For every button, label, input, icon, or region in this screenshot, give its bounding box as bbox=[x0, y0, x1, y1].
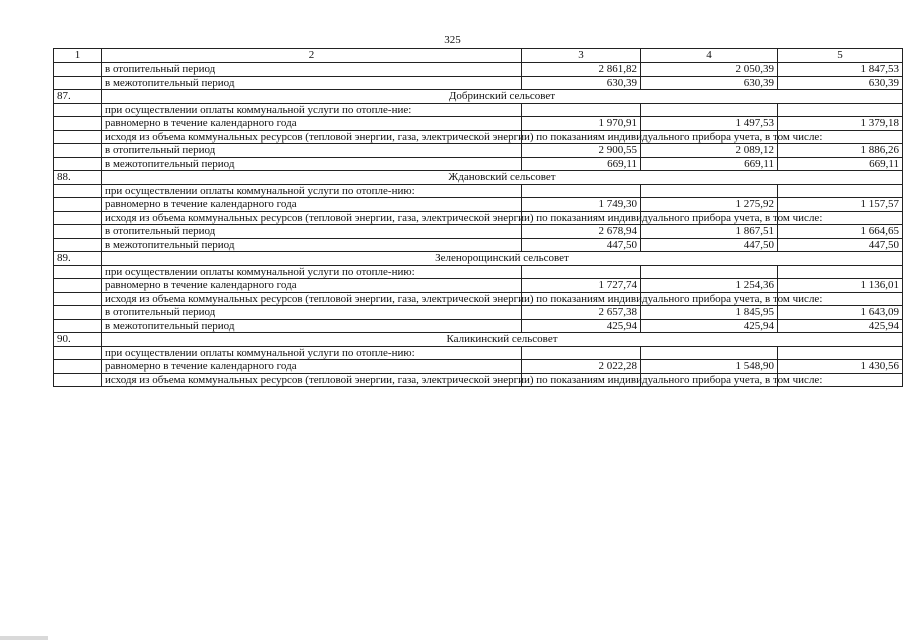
index-cell bbox=[54, 103, 102, 117]
value-col-3: 1 749,30 bbox=[522, 198, 641, 212]
value-col-3: 2 678,94 bbox=[522, 225, 641, 239]
scan-edge-mark bbox=[0, 636, 48, 640]
value-col-3: 2 861,82 bbox=[522, 63, 641, 77]
header-col-2: 2 bbox=[102, 49, 522, 63]
value-col-5: 1 664,65 bbox=[778, 225, 903, 239]
payment-method-text: при осуществлении оплаты коммунальной услуги по отопле-ние: bbox=[102, 103, 522, 117]
section-header-row bbox=[54, 171, 903, 185]
header-col-4: 4 bbox=[641, 49, 778, 63]
index-cell bbox=[54, 198, 102, 212]
payment-method-text: при осуществлении оплаты коммунальной услуги по отопле-нию: bbox=[102, 265, 522, 279]
index-cell bbox=[54, 319, 102, 333]
value-col-5 bbox=[778, 346, 903, 360]
section-name: Каликинский сельсовет bbox=[102, 333, 903, 347]
value-col-5: 669,11 bbox=[778, 157, 903, 171]
value-col-4: 1 254,36 bbox=[641, 279, 778, 293]
table-row bbox=[54, 157, 903, 171]
table-row bbox=[54, 265, 903, 279]
value-col-5: 1 379,18 bbox=[778, 117, 903, 131]
row-label: равномерно в течение календарного года bbox=[102, 198, 522, 212]
section-name: Зеленорощинский сельсовет bbox=[102, 252, 903, 266]
index-cell bbox=[54, 184, 102, 198]
row-label: в отопительный период bbox=[102, 63, 522, 77]
value-col-5: 1 136,01 bbox=[778, 279, 903, 293]
value-col-5 bbox=[778, 103, 903, 117]
value-col-3: 1 727,74 bbox=[522, 279, 641, 293]
row-label: равномерно в течение календарного года bbox=[102, 117, 522, 131]
index-cell bbox=[54, 130, 102, 144]
index-cell bbox=[54, 265, 102, 279]
section-index: 89. bbox=[54, 252, 102, 266]
value-col-4: 669,11 bbox=[641, 157, 778, 171]
row-label: в отопительный период bbox=[102, 144, 522, 158]
value-col-4: 2 050,39 bbox=[641, 63, 778, 77]
index-cell bbox=[54, 360, 102, 374]
value-col-5: 447,50 bbox=[778, 238, 903, 252]
value-col-4 bbox=[641, 103, 778, 117]
value-col-3: 669,11 bbox=[522, 157, 641, 171]
value-col-5: 425,94 bbox=[778, 319, 903, 333]
table-row bbox=[54, 76, 903, 90]
value-col-3: 425,94 bbox=[522, 319, 641, 333]
table-row bbox=[54, 211, 903, 225]
index-cell bbox=[54, 157, 102, 171]
index-cell bbox=[54, 211, 102, 225]
value-col-3 bbox=[522, 346, 641, 360]
table-row bbox=[54, 238, 903, 252]
table-row bbox=[54, 144, 903, 158]
page-number: 325 bbox=[444, 34, 461, 46]
index-cell bbox=[54, 225, 102, 239]
value-col-4: 1 275,92 bbox=[641, 198, 778, 212]
row-label: равномерно в течение календарного года bbox=[102, 279, 522, 293]
value-col-4: 1 845,95 bbox=[641, 306, 778, 320]
index-cell bbox=[54, 117, 102, 131]
row-label: в межотопительный период bbox=[102, 319, 522, 333]
value-col-4: 425,94 bbox=[641, 319, 778, 333]
header-col-1: 1 bbox=[54, 49, 102, 63]
row-label: в межотопительный период bbox=[102, 157, 522, 171]
table-body bbox=[54, 49, 903, 387]
value-col-5: 1 847,53 bbox=[778, 63, 903, 77]
value-col-3 bbox=[522, 265, 641, 279]
section-index: 88. bbox=[54, 171, 102, 185]
meter-basis-text: исходя из объема коммунальных ресурсов (тепловой энергии, газа, электрической энергии) по показаниям индивидуального прибора учета, в том числе: bbox=[102, 292, 522, 306]
table-row bbox=[54, 306, 903, 320]
value-col-5: 1 643,09 bbox=[778, 306, 903, 320]
value-col-5: 630,39 bbox=[778, 76, 903, 90]
value-col-3: 2 657,38 bbox=[522, 306, 641, 320]
row-label: равномерно в течение календарного года bbox=[102, 360, 522, 374]
value-col-3: 2 900,55 bbox=[522, 144, 641, 158]
payment-method-text: при осуществлении оплаты коммунальной услуги по отопле-нию: bbox=[102, 184, 522, 198]
section-index: 90. bbox=[54, 333, 102, 347]
index-cell bbox=[54, 279, 102, 293]
value-col-5 bbox=[778, 184, 903, 198]
value-col-4: 1 548,90 bbox=[641, 360, 778, 374]
index-cell bbox=[54, 373, 102, 387]
value-col-4 bbox=[641, 265, 778, 279]
table-row bbox=[54, 346, 903, 360]
table-row bbox=[54, 225, 903, 239]
value-col-3 bbox=[522, 184, 641, 198]
section-header-row bbox=[54, 333, 903, 347]
row-label: в отопительный период bbox=[102, 306, 522, 320]
index-cell bbox=[54, 63, 102, 77]
index-cell bbox=[54, 238, 102, 252]
value-col-3 bbox=[522, 103, 641, 117]
meter-basis-text: исходя из объема коммунальных ресурсов (тепловой энергии, газа, электрической энергии) по показаниям индивидуального прибора учета, в том числе: bbox=[102, 130, 522, 144]
section-name: Добринский сельсовет bbox=[102, 90, 903, 104]
table-row bbox=[54, 319, 903, 333]
table-row bbox=[54, 63, 903, 77]
table-row bbox=[54, 373, 903, 387]
meter-basis-text: исходя из объема коммунальных ресурсов (тепловой энергии, газа, электрической энергии) по показаниям индивидуального прибора учета, в том числе: bbox=[102, 373, 522, 387]
table-row bbox=[54, 103, 903, 117]
value-col-4: 447,50 bbox=[641, 238, 778, 252]
value-col-3: 447,50 bbox=[522, 238, 641, 252]
row-label: в отопительный период bbox=[102, 225, 522, 239]
value-col-4: 2 089,12 bbox=[641, 144, 778, 158]
value-col-4: 630,39 bbox=[641, 76, 778, 90]
payment-method-text: при осуществлении оплаты коммунальной услуги по отопле-нию: bbox=[102, 346, 522, 360]
section-header-row bbox=[54, 252, 903, 266]
index-cell bbox=[54, 346, 102, 360]
index-cell bbox=[54, 144, 102, 158]
value-col-3: 2 022,28 bbox=[522, 360, 641, 374]
header-col-3: 3 bbox=[522, 49, 641, 63]
table-row bbox=[54, 184, 903, 198]
tariff-table bbox=[53, 48, 903, 387]
header-row bbox=[54, 49, 903, 63]
value-col-5 bbox=[778, 265, 903, 279]
value-col-4 bbox=[641, 184, 778, 198]
value-col-4 bbox=[641, 346, 778, 360]
row-label: в межотопительный период bbox=[102, 76, 522, 90]
table-row bbox=[54, 360, 903, 374]
table-row bbox=[54, 117, 903, 131]
value-col-4: 1 497,53 bbox=[641, 117, 778, 131]
header-col-5: 5 bbox=[778, 49, 903, 63]
section-name: Ждановский сельсовет bbox=[102, 171, 903, 185]
index-cell bbox=[54, 76, 102, 90]
value-col-3: 1 970,91 bbox=[522, 117, 641, 131]
index-cell bbox=[54, 306, 102, 320]
section-header-row bbox=[54, 90, 903, 104]
value-col-5: 1 886,26 bbox=[778, 144, 903, 158]
table-row bbox=[54, 130, 903, 144]
section-index: 87. bbox=[54, 90, 102, 104]
value-col-5: 1 430,56 bbox=[778, 360, 903, 374]
table-row bbox=[54, 279, 903, 293]
row-label: в межотопительный период bbox=[102, 238, 522, 252]
value-col-5: 1 157,57 bbox=[778, 198, 903, 212]
table-row bbox=[54, 292, 903, 306]
value-col-4: 1 867,51 bbox=[641, 225, 778, 239]
index-cell bbox=[54, 292, 102, 306]
meter-basis-text: исходя из объема коммунальных ресурсов (тепловой энергии, газа, электрической энергии) по показаниям индивидуального прибора учета, в том числе: bbox=[102, 211, 522, 225]
table-row bbox=[54, 198, 903, 212]
value-col-3: 630,39 bbox=[522, 76, 641, 90]
